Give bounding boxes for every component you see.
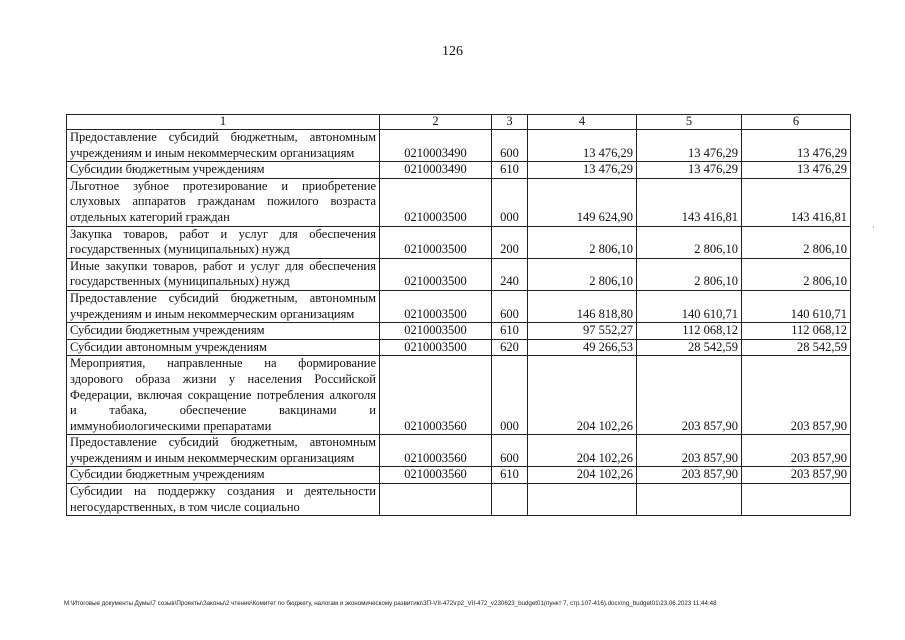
row-kind: 000: [492, 356, 528, 435]
row-kind: 600: [492, 435, 528, 467]
row-value-6: [742, 484, 851, 516]
column-header: 3: [492, 115, 528, 130]
budget-table: [66, 114, 851, 516]
row-name: Субсидии бюджетным учреждениям: [67, 323, 380, 340]
row-value-4: 97 552,27: [528, 323, 637, 340]
row-value-5: 140 610,71: [637, 290, 742, 322]
row-value-4: [528, 484, 637, 516]
row-value-4: 204 102,26: [528, 356, 637, 435]
row-value-6: 2 806,10: [742, 226, 851, 258]
row-code: 0210003490: [380, 130, 492, 162]
row-value-4: 13 476,29: [528, 130, 637, 162]
row-kind: 620: [492, 339, 528, 356]
row-value-4: 2 806,10: [528, 226, 637, 258]
row-value-6: 28 542,59: [742, 339, 851, 356]
table-row: [67, 323, 851, 340]
row-value-6: 203 857,90: [742, 435, 851, 467]
margin-mark: ·: [872, 222, 875, 232]
row-value-5: 13 476,29: [637, 162, 742, 179]
table-row: [67, 162, 851, 179]
row-name: Льготное зубное протезирование и приобретение слуховых аппаратов гражданам пожилого возраста отдельных категорий граждан: [67, 178, 380, 226]
row-value-6: 140 610,71: [742, 290, 851, 322]
row-kind: 610: [492, 467, 528, 484]
table-row: [67, 290, 851, 322]
row-value-6: 203 857,90: [742, 467, 851, 484]
row-name: Субсидии бюджетным учреждениям: [67, 162, 380, 179]
table-row: [67, 339, 851, 356]
row-code: 0210003500: [380, 339, 492, 356]
row-value-5: 112 068,12: [637, 323, 742, 340]
row-value-6: 203 857,90: [742, 356, 851, 435]
table-row: [67, 435, 851, 467]
row-code: 0210003560: [380, 435, 492, 467]
row-value-5: 2 806,10: [637, 226, 742, 258]
footer-file-path: M:\Итоговые документы Думы\7 созыв\Проекты\Законы\2 чтение\Комитет по бюджету, налогам и экономическому развитию\ЗП-VII-472\гр2_VII-472_v230623_budget01(пункт 7, стр.107-416).docx\ng_budget01\23.06.2023 11:44:48: [64, 600, 717, 607]
row-code: 0210003500: [380, 178, 492, 226]
row-name: Субсидии на поддержку создания и деятельности негосударственных, в том числе социально: [67, 484, 380, 516]
column-header: 6: [742, 115, 851, 130]
table-row: [67, 226, 851, 258]
row-value-4: 149 624,90: [528, 178, 637, 226]
table-row: [67, 356, 851, 435]
row-kind: 610: [492, 323, 528, 340]
row-code: 0210003560: [380, 356, 492, 435]
row-value-5: 28 542,59: [637, 339, 742, 356]
row-value-5: [637, 484, 742, 516]
table-row: [67, 178, 851, 226]
row-name: Закупка товаров, работ и услуг для обеспечения государственных (муниципальных) нужд: [67, 226, 380, 258]
row-value-4: 49 266,53: [528, 339, 637, 356]
table-row: [67, 130, 851, 162]
row-kind: 600: [492, 130, 528, 162]
column-header: 4: [528, 115, 637, 130]
row-value-5: 203 857,90: [637, 467, 742, 484]
row-code: 0210003500: [380, 323, 492, 340]
table-row: [67, 484, 851, 516]
row-code: [380, 484, 492, 516]
row-name: Предоставление субсидий бюджетным, автономным учреждениям и иным некоммерческим организациям: [67, 130, 380, 162]
row-value-6: 2 806,10: [742, 258, 851, 290]
table-row: [67, 467, 851, 484]
row-value-5: 203 857,90: [637, 435, 742, 467]
row-name: Иные закупки товаров, работ и услуг для обеспечения государственных (муниципальных) нужд: [67, 258, 380, 290]
row-value-5: 2 806,10: [637, 258, 742, 290]
row-code: 0210003500: [380, 290, 492, 322]
row-value-6: 13 476,29: [742, 130, 851, 162]
page-number: 126: [442, 44, 463, 59]
row-value-4: 2 806,10: [528, 258, 637, 290]
row-value-4: 13 476,29: [528, 162, 637, 179]
table-row: [67, 258, 851, 290]
row-value-6: 112 068,12: [742, 323, 851, 340]
row-value-4: 204 102,26: [528, 467, 637, 484]
row-code: 0210003490: [380, 162, 492, 179]
row-name: Предоставление субсидий бюджетным, автономным учреждениям и иным некоммерческим организациям: [67, 290, 380, 322]
column-header: 1: [67, 115, 380, 130]
table-header-row: [67, 115, 851, 130]
row-value-5: 203 857,90: [637, 356, 742, 435]
row-code: 0210003560: [380, 467, 492, 484]
row-name: Субсидии бюджетным учреждениям: [67, 467, 380, 484]
row-value-6: 143 416,81: [742, 178, 851, 226]
row-code: 0210003500: [380, 258, 492, 290]
row-kind: [492, 484, 528, 516]
row-name: Мероприятия, направленные на формирование здорового образа жизни у населения Российской Федерации, включая сокращение потребления алкоголя и табака, обеспечение вакцинами и иммунобиологическими препаратами: [67, 356, 380, 435]
row-value-5: 143 416,81: [637, 178, 742, 226]
row-value-6: 13 476,29: [742, 162, 851, 179]
row-name: Предоставление субсидий бюджетным, автономным учреждениям и иным некоммерческим организациям: [67, 435, 380, 467]
row-value-4: 204 102,26: [528, 435, 637, 467]
row-value-4: 146 818,80: [528, 290, 637, 322]
column-header: 2: [380, 115, 492, 130]
row-kind: 240: [492, 258, 528, 290]
row-kind: 200: [492, 226, 528, 258]
row-kind: 610: [492, 162, 528, 179]
column-header: 5: [637, 115, 742, 130]
row-kind: 000: [492, 178, 528, 226]
row-kind: 600: [492, 290, 528, 322]
row-code: 0210003500: [380, 226, 492, 258]
row-value-5: 13 476,29: [637, 130, 742, 162]
row-name: Субсидии автономным учреждениям: [67, 339, 380, 356]
